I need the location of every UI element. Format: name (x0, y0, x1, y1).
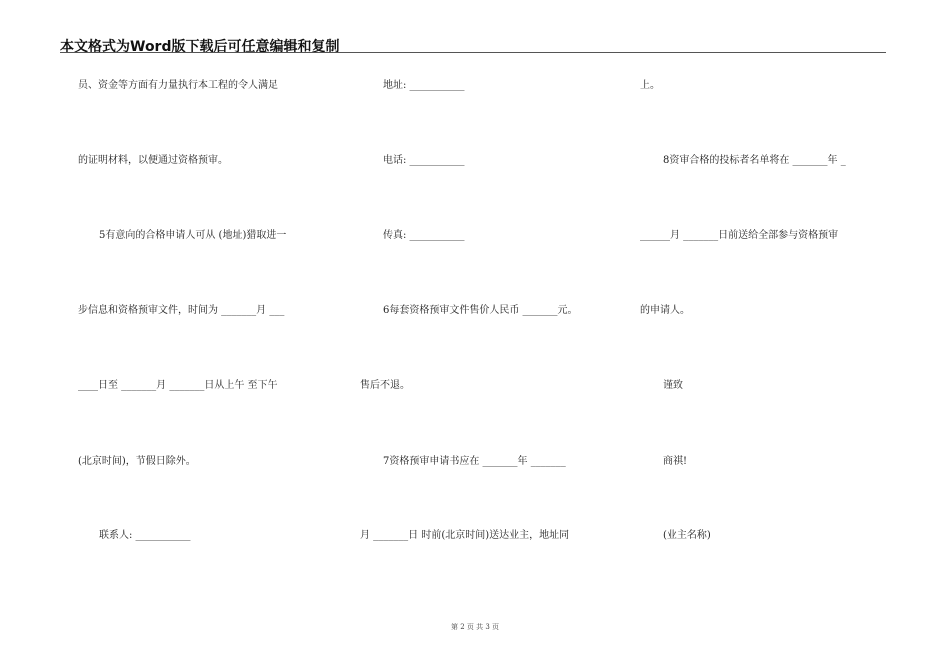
col3-line-5: 谨致 (663, 380, 683, 391)
col2-line-6: 7资格预审申请书应在 _______年 _______ (383, 456, 566, 467)
col1-line-1: 员、资金等方面有力量执行本工程的令人满足 (78, 80, 278, 91)
page-number-footer: 第 2 页 共 3 页 (450, 623, 500, 631)
col1-line-5: ____日至 _______月 _______日从上午 至下午 (78, 380, 278, 391)
col3-line-2: 8资审合格的投标者名单将在 _______年 _ (663, 155, 846, 166)
col2-line-7: 月 _______日 时前(北京时间)送达业主，地址同 (360, 530, 570, 541)
col1-line-4: 步信息和资格预审文件，时间为 _______月 ___ (78, 305, 285, 316)
col2-line-5: 售后不退。 (360, 380, 410, 391)
col2-line-1: 地址: ___________ (383, 80, 465, 91)
header-divider (60, 52, 886, 53)
col2-line-2: 电话: ___________ (383, 155, 465, 166)
col2-line-4: 6每套资格预审文件售价人民币 _______元。 (383, 305, 578, 316)
document-header-title: 本文格式为Word版下载后可任意编辑和复制 (60, 39, 340, 55)
col1-line-6: (北京时间)，节假日除外。 (78, 456, 196, 467)
col3-line-6: 商祺! (663, 456, 688, 467)
col1-line-3: 5有意向的合格申请人可从 (地址)猎取进一 (99, 230, 287, 241)
col3-line-3: ______月 _______日前送给全部参与资格预审 (640, 230, 839, 241)
col3-line-4: 的申请人。 (640, 305, 690, 316)
col3-line-1: 上。 (640, 80, 660, 91)
col3-line-7: (业主名称) (663, 530, 711, 541)
col1-line-2: 的证明材料，以便通过资格预审。 (78, 155, 228, 166)
col1-line-7: 联系人: ___________ (99, 530, 191, 541)
col2-line-3: 传真: ___________ (383, 230, 465, 241)
